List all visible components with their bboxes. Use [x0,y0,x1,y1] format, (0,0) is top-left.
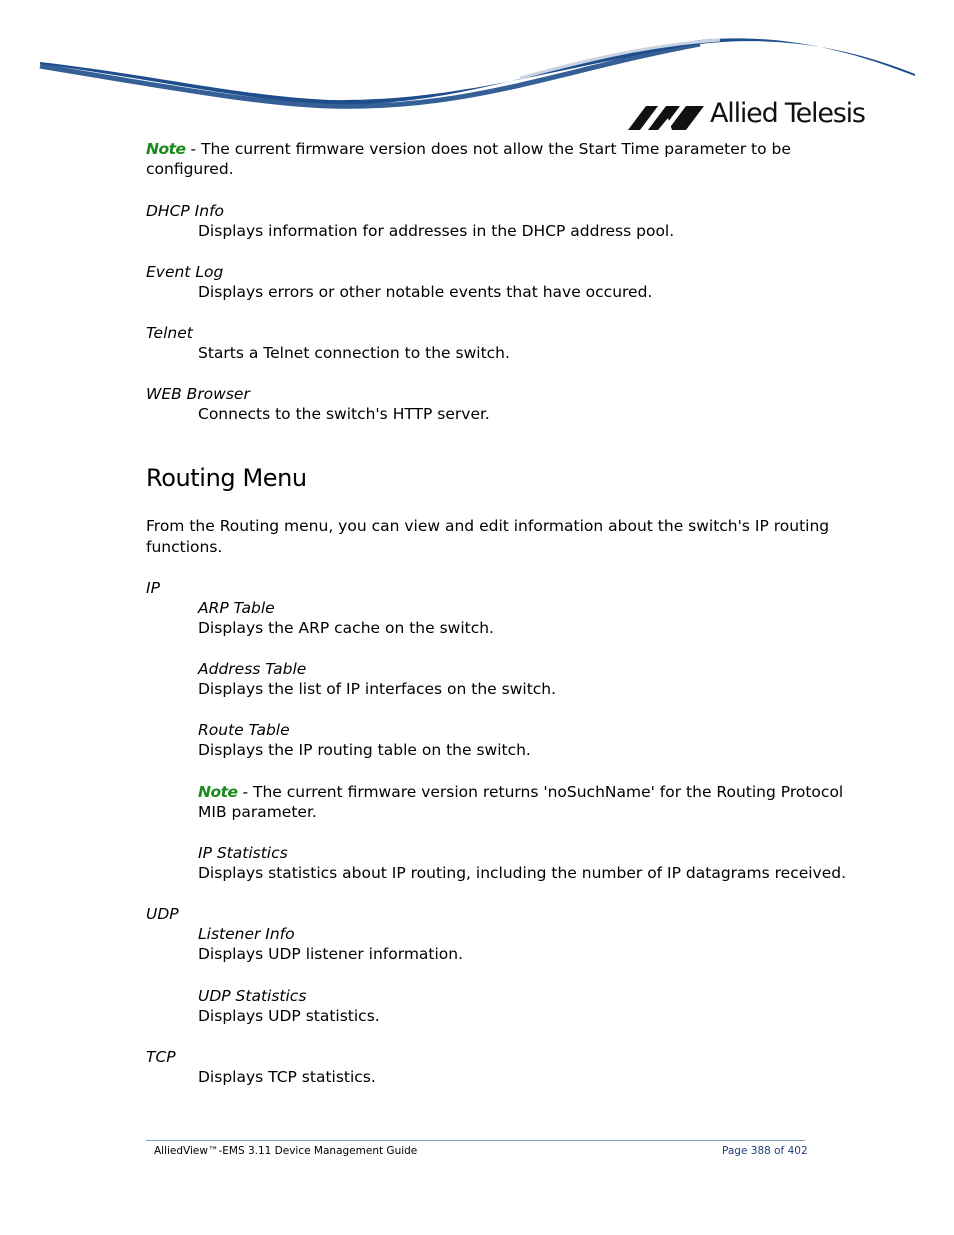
desc-telnet: Starts a Telnet connection to the switch. [198,344,510,362]
term-web-browser: WEB Browser [146,385,250,403]
logo-mark-icon [628,102,708,134]
desc-arp-table: Displays the ARP cache on the switch. [198,619,494,637]
term-event-log: Event Log [146,263,224,281]
ip-note-text: - The current firmware version returns 'noSuchName' for the Routing Protocol [237,783,844,801]
desc-web-browser: Connects to the switch's HTTP server. [198,405,490,423]
term-telnet: Telnet [146,324,193,342]
footer-title: AlliedView™-EMS 3.11 Device Management Guide [154,1145,418,1157]
brand-name: Allied Telesis [710,98,865,129]
term-udp-statistics: UDP Statistics [198,987,307,1005]
allied-telesis-logo [628,98,868,134]
term-ip: IP [146,579,160,597]
term-udp: UDP [146,905,179,923]
desc-tcp: Displays TCP statistics. [198,1068,376,1086]
term-tcp: TCP [146,1048,176,1066]
ip-note-paragraph [198,782,843,802]
desc-address-table: Displays the list of IP interfaces on the switch. [198,680,557,698]
desc-event-log: Displays errors or other notable events that have occured. [198,283,653,301]
ip-note-label: Note [198,783,238,801]
term-address-table: Address Table [198,660,307,678]
page-number: Page 388 of 402 [722,1145,808,1157]
desc-route-table: Displays the IP routing table on the switch. [198,741,531,759]
ip-note-continuation: MIB parameter. [198,803,317,821]
desc-dhcp-info: Displays information for addresses in the DHCP address pool. [198,222,675,240]
note-text: - The current firmware version does not allow the Start Time parameter to be [185,140,791,158]
note-label: Note [146,140,186,158]
term-arp-table: ARP Table [198,599,275,617]
routing-intro: From the Routing menu, you can view and edit information about the switch's IP routing [146,517,830,535]
footer-divider [146,1140,805,1141]
desc-udp-statistics: Displays UDP statistics. [198,1007,380,1025]
note-continuation: configured. [146,160,234,178]
section-heading: Routing Menu [146,464,307,492]
desc-ip-statistics: Displays statistics about IP routing, including the number of IP datagrams received. [198,864,847,882]
term-route-table: Route Table [198,721,290,739]
term-dhcp-info: DHCP Info [146,202,225,220]
term-ip-statistics: IP Statistics [198,844,288,862]
term-listener-info: Listener Info [198,925,295,943]
routing-intro-continuation: functions. [146,538,223,556]
note-paragraph [146,139,791,159]
desc-listener-info: Displays UDP listener information. [198,945,464,963]
